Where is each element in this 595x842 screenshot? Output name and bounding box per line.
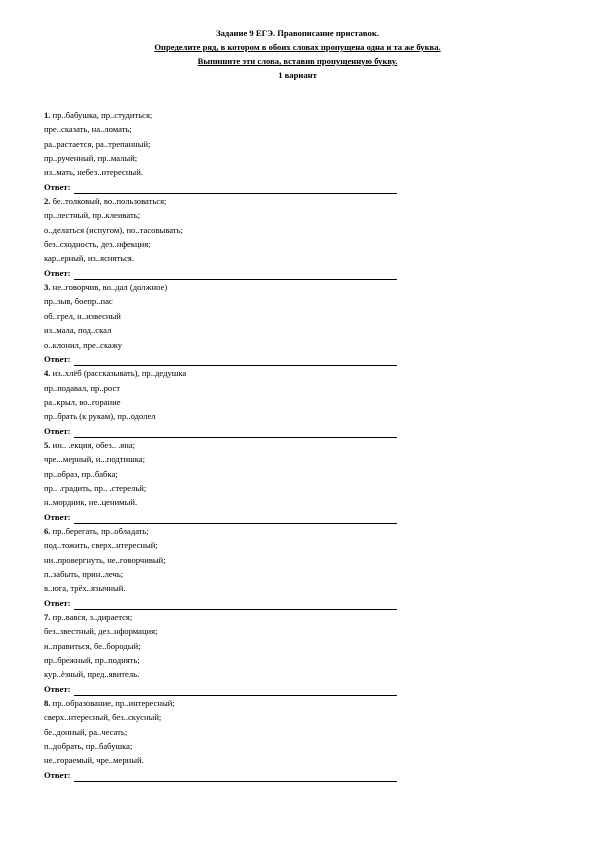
task-line — [44, 366, 424, 380]
task-line — [44, 481, 424, 495]
task-words: ни..провергнуть, не..говорчивый; — [44, 554, 166, 565]
task-words: не..говорчив, во..дал (должное) — [52, 282, 168, 293]
answer-label: Ответ: — [44, 181, 71, 192]
task-words: под..тожить, сверх..нтересный; — [44, 540, 158, 551]
task-line — [44, 467, 424, 481]
task-line — [44, 610, 424, 624]
answer-label: Ответ: — [44, 267, 71, 278]
task-line — [44, 122, 424, 136]
task-line — [44, 251, 424, 265]
task-block — [44, 280, 424, 366]
task-line — [44, 495, 424, 509]
task-line — [44, 137, 424, 151]
answer-blank-line[interactable] — [74, 685, 397, 696]
document-title: Задание 9 ЕГЭ. Правописание приставок. — [216, 28, 379, 38]
task-number: 6. — [44, 525, 51, 536]
task-number: 4. — [44, 368, 51, 379]
task-block — [44, 366, 424, 438]
task-words: пр..вався, з..дирается; — [52, 612, 133, 623]
task-block — [44, 194, 424, 280]
task-line — [44, 581, 424, 595]
task-line — [44, 624, 424, 638]
task-line — [44, 165, 424, 179]
answer-label: Ответ: — [44, 683, 71, 694]
task-words: ра..крыл, во..горание — [44, 396, 121, 407]
task-line — [44, 696, 424, 710]
answer-blank-line[interactable] — [74, 513, 397, 524]
task-words: не..гораемый, чре..мерный. — [44, 755, 144, 766]
task-line — [44, 223, 424, 237]
task-block — [44, 696, 424, 782]
task-words: бе..донный, ра..чесать; — [44, 726, 128, 737]
task-words: из..мала, под..скал — [44, 325, 112, 336]
task-words: без..сходность, дез..нфекция; — [44, 239, 151, 250]
answer-row — [44, 352, 424, 366]
answer-row — [44, 682, 424, 696]
task-words: п..забыть, прин..лечь; — [44, 569, 124, 579]
task-line — [44, 381, 424, 395]
task-words: из..мать, небез..нтересный. — [44, 167, 143, 178]
task-line — [44, 567, 424, 581]
task-words: бе..толковый, во..пользоваться; — [52, 196, 167, 207]
document-header — [0, 26, 595, 82]
task-words: пр..берегать, пр..обладать; — [52, 525, 149, 536]
task-line — [44, 553, 424, 567]
task-words: ин.. .екция, обез.. .яна; — [52, 439, 136, 450]
task-words: о..делаться (испугом), по..тасовывать; — [44, 224, 183, 235]
task-words: ра..растается, ра..трепанный; — [44, 138, 151, 149]
task-number: 3. — [44, 282, 51, 293]
task-line — [44, 725, 424, 739]
answer-blank-line[interactable] — [74, 183, 397, 194]
task-line — [44, 323, 424, 337]
task-line — [44, 395, 424, 409]
answer-label: Ответ: — [44, 597, 71, 608]
answer-row — [44, 424, 424, 438]
task-line — [44, 309, 424, 323]
task-words: в..юга, трёх..язычный. — [44, 583, 126, 594]
task-words: пр..лестный, пр..клеивать; — [44, 210, 141, 221]
task-words: пр..образ, пр..бабка; — [44, 468, 118, 479]
task-words: о..клонил, пре..скажу — [44, 339, 123, 350]
answer-row — [44, 266, 424, 280]
task-words: н..мордник, не..ценимый. — [44, 497, 138, 508]
task-words: пр..брать (к рукам), пр..одолел — [44, 411, 156, 422]
task-line — [44, 538, 424, 552]
task-line — [44, 710, 424, 724]
answer-row — [44, 596, 424, 610]
answer-blank-line[interactable] — [74, 771, 397, 782]
answer-blank-line[interactable] — [74, 427, 397, 438]
task-number: 1. — [44, 110, 51, 120]
task-line — [44, 208, 424, 222]
task-words: об..грел, н..извесный — [44, 310, 121, 321]
task-line — [44, 639, 424, 653]
task-line — [44, 667, 424, 681]
answer-row — [44, 180, 424, 194]
task-block — [44, 524, 424, 610]
task-words: пр..подавал, пр..рост — [44, 382, 121, 393]
task-words: без..звестный, дез..нформация; — [44, 626, 158, 637]
task-line — [44, 108, 424, 122]
task-line — [44, 452, 424, 466]
task-line — [44, 409, 424, 423]
task-words: кур..ёзный, пред..явитель. — [44, 669, 140, 680]
task-line — [44, 338, 424, 352]
task-words: и..правиться, бе..бородый; — [44, 640, 141, 651]
task-words: чре...мерный, и...подтишка; — [44, 454, 145, 465]
answer-label: Ответ: — [44, 769, 71, 780]
task-words: пр..зыв, боепр..пас — [44, 296, 113, 307]
task-words: п..добрать, пр..бабушка; — [44, 741, 133, 752]
task-number: 7. — [44, 612, 51, 623]
instruction-line-1: Определите ряд, в котором в обоих словах пропущена одна и та же буква. — [154, 42, 441, 52]
task-line — [44, 438, 424, 452]
task-line — [44, 151, 424, 165]
task-words: пр..бабушка, пр..студиться; — [52, 110, 153, 120]
task-words: пр..рученный, пр..малый; — [44, 153, 138, 164]
task-block — [44, 108, 424, 194]
task-words: кар..ерный, из..ясняться. — [44, 253, 135, 264]
task-line — [44, 753, 424, 767]
answer-row — [44, 768, 424, 782]
answer-label: Ответ: — [44, 425, 71, 436]
task-number: 5. — [44, 439, 51, 450]
task-words: пре..сказать, на..ломать; — [44, 124, 132, 135]
task-line — [44, 653, 424, 667]
task-line — [44, 194, 424, 208]
task-words: из..хлёб (рассказывать), пр..дедушка — [52, 368, 187, 379]
task-words: пр..брежный, пр..поднять; — [44, 655, 140, 666]
task-words: сверх..нтересный, без..скусный; — [44, 712, 162, 723]
task-line — [44, 294, 424, 308]
answer-row — [44, 510, 424, 524]
task-block — [44, 438, 424, 524]
task-line — [44, 739, 424, 753]
task-line — [44, 524, 424, 538]
answer-label: Ответ: — [44, 511, 71, 522]
task-words: пр..образование, пр..интересный; — [52, 698, 175, 709]
variant-label: 1 вариант — [278, 70, 317, 80]
instruction-line-2: Выпишите эти слова, вставив пропущенную букву. — [197, 56, 398, 66]
task-block — [44, 610, 424, 696]
task-line — [44, 237, 424, 251]
task-line — [44, 280, 424, 294]
answer-blank-line[interactable] — [74, 355, 397, 366]
answer-blank-line[interactable] — [74, 269, 397, 280]
task-list — [44, 108, 424, 782]
answer-blank-line[interactable] — [74, 599, 397, 610]
task-words: пр.. .градить, пр.. .стерельй; — [44, 482, 147, 493]
task-number: 8. — [44, 698, 51, 709]
answer-label: Ответ: — [44, 353, 71, 364]
task-number: 2. — [44, 196, 51, 207]
